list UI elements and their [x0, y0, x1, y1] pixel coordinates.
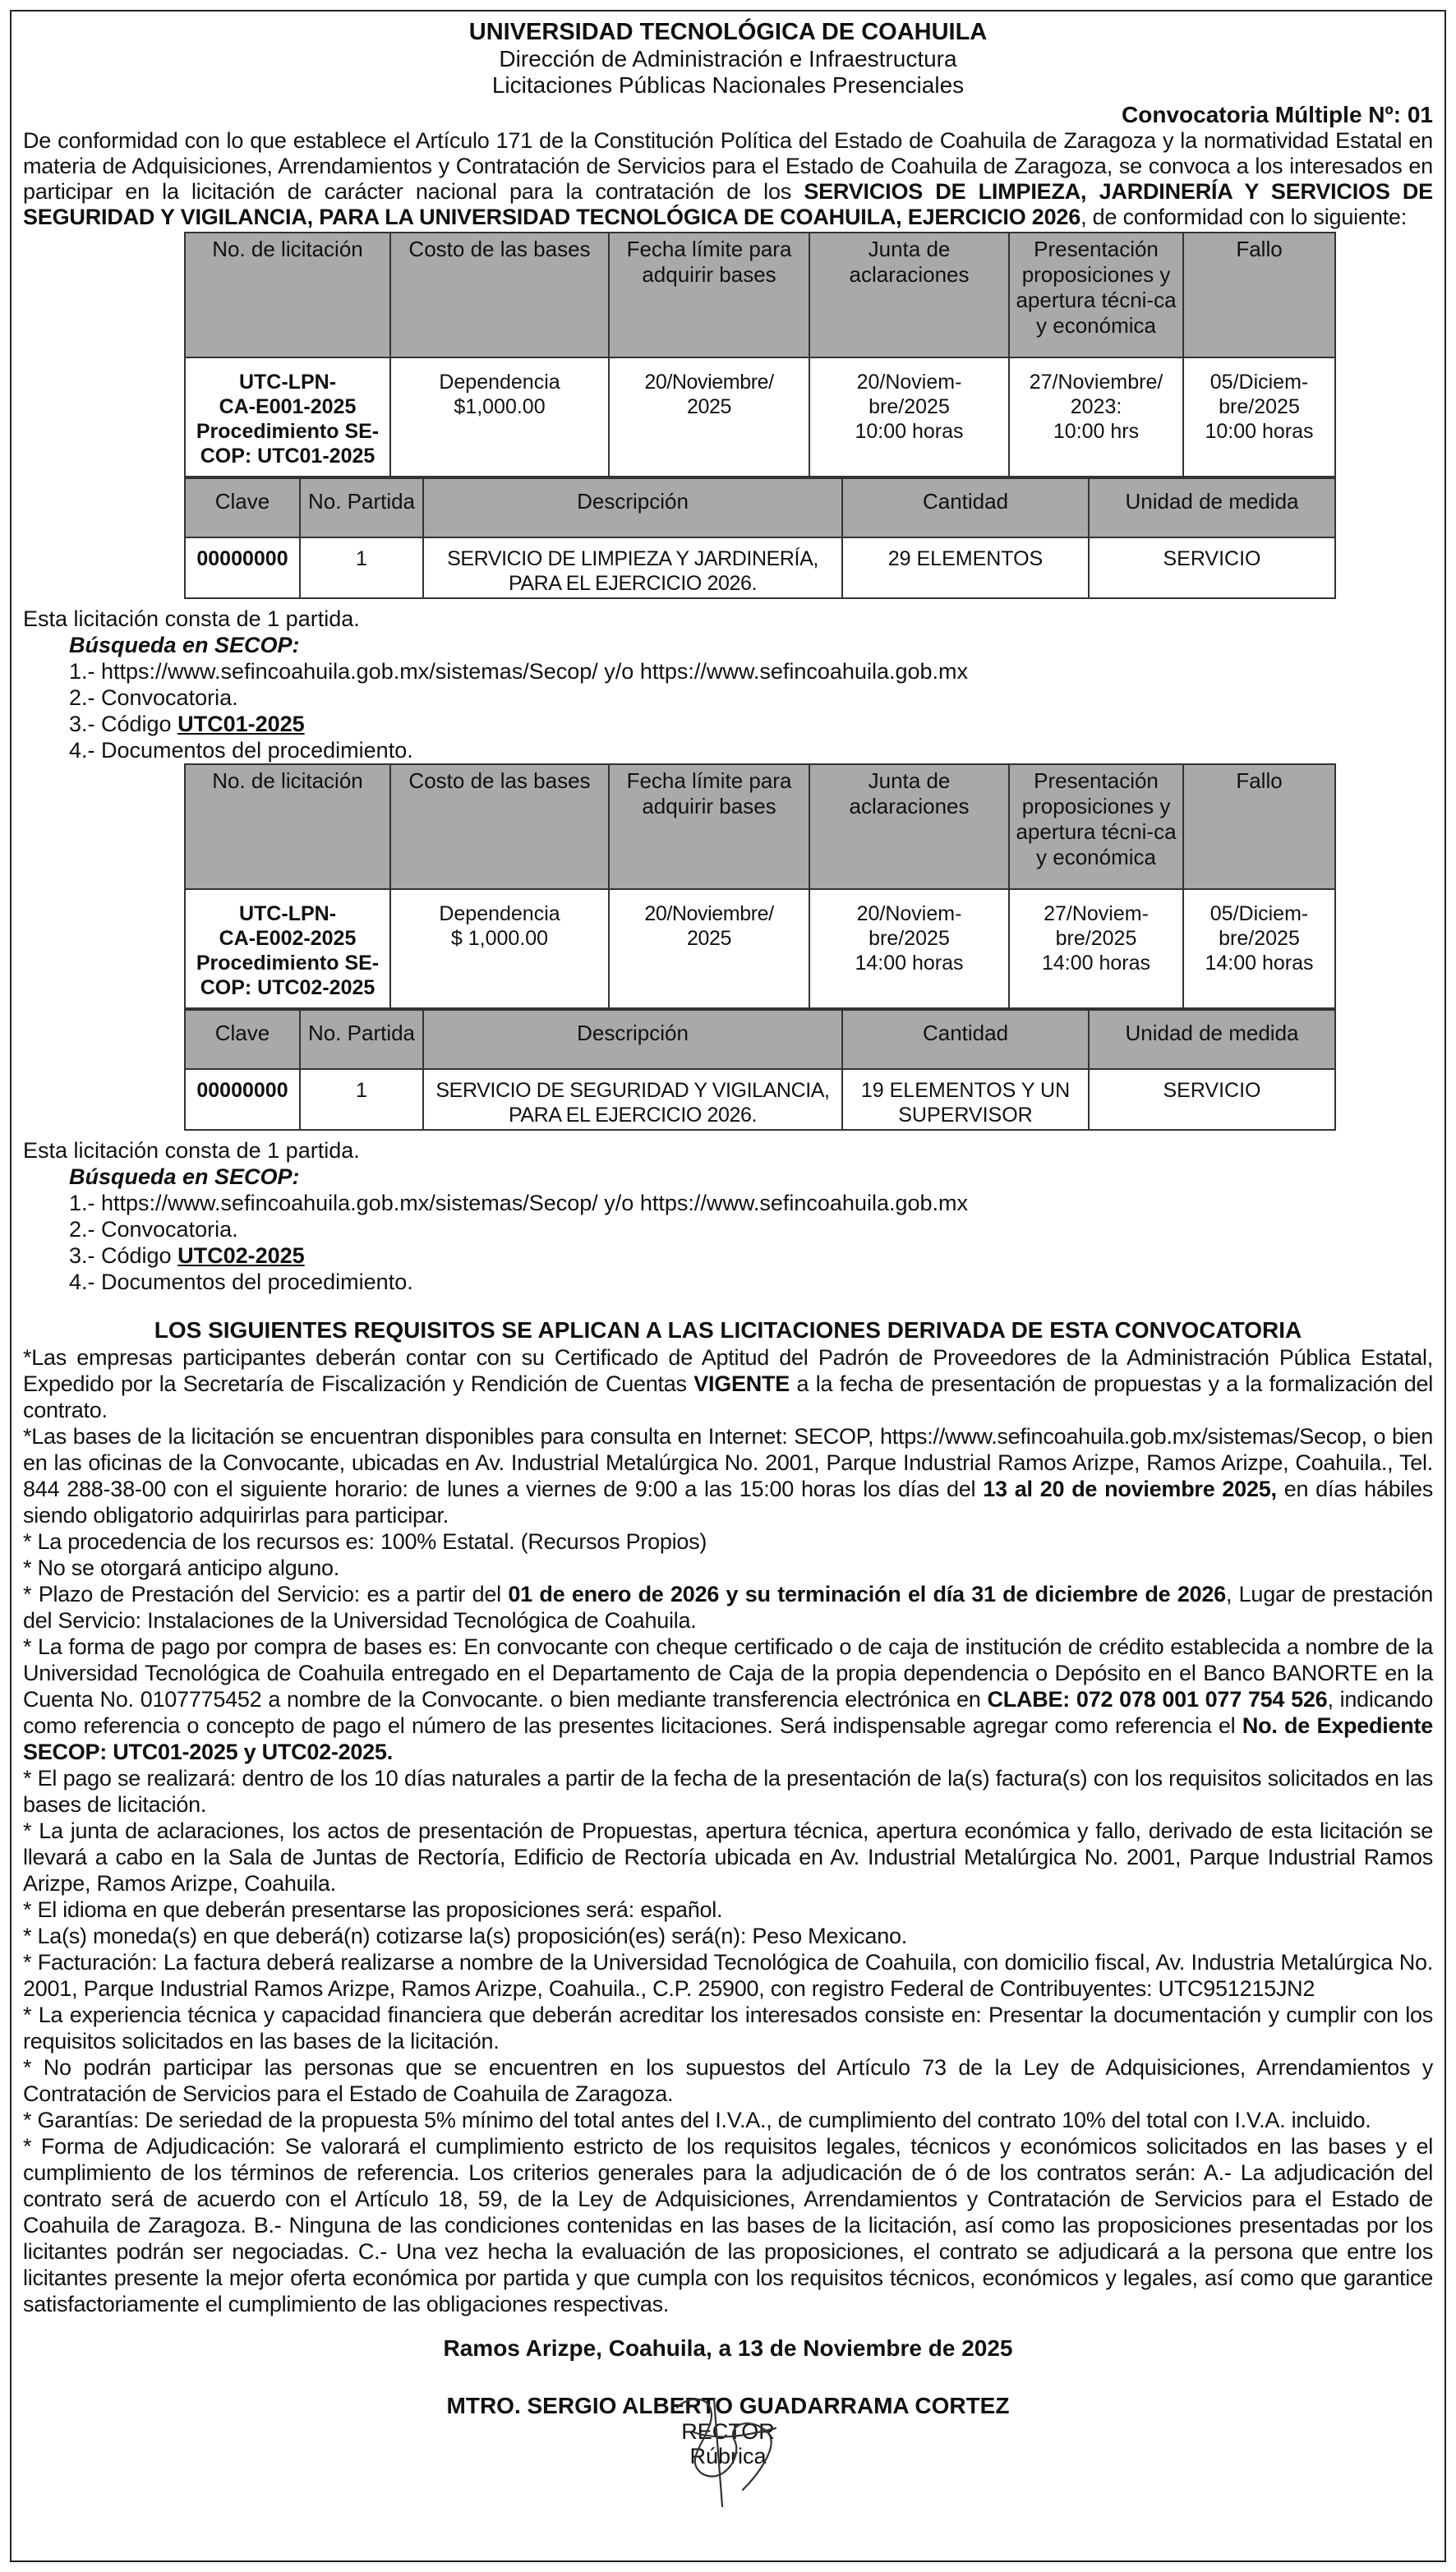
fecha-line: 2025: [686, 395, 731, 418]
cant-line: 19 ELEMENTOS Y UN: [860, 1079, 1071, 1102]
id-line: COP: UTC02-2025: [200, 976, 376, 999]
secop-search-title: Búsqueda en SECOP:: [69, 633, 300, 657]
header-cantidad: Cantidad: [842, 1010, 1089, 1069]
secop-step-1: 1.- https://www.sefincoahuila.gob.mx/sistemas/Secop/ y/o https://www.sefincoahuila.gob.mx: [69, 1191, 969, 1215]
requirements-list: [23, 1344, 1433, 2317]
step-prefix: 3.- Código: [69, 712, 178, 736]
pres-line: 27/Noviembre/: [1029, 371, 1163, 394]
junta-line: 20/Noviem-: [856, 371, 962, 394]
partida-descripcion: [423, 537, 842, 598]
header-clave: Clave: [185, 478, 300, 537]
desc-line: PARA EL EJERCICIO 2026.: [508, 572, 758, 595]
junta-line: 14:00 horas: [855, 952, 964, 975]
requirement-item: [23, 1634, 1433, 1765]
secop-step-4: 4.- Documentos del procedimiento.: [69, 1270, 413, 1294]
header-fecha-limite: Fecha límite para adquirir bases: [609, 764, 809, 889]
licitacion-id: [185, 357, 390, 477]
header-fallo: Fallo: [1183, 233, 1335, 357]
header-descripcion: Descripción: [423, 1010, 842, 1069]
intro-services-title: SERVICIOS DE LIMPIEZA, JARDINERÍA Y SERVICIOS DE SEGURIDAD Y VIGILANCIA, PARA LA UNIVERSIDAD TECNOLÓGICA DE COAHUILA, EJERCICIO 2026: [23, 179, 1433, 229]
fecha-limite: [609, 357, 809, 477]
presentacion-proposiciones: [1009, 357, 1183, 477]
pres-line: 14:00 horas: [1041, 952, 1151, 975]
signer-name: MTRO. SERGIO ALBERTO GUADARRAMA CORTEZ: [446, 2393, 1010, 2418]
cant-line: SUPERVISOR: [898, 1104, 1033, 1127]
secop-search-title: Búsqueda en SECOP:: [69, 1164, 300, 1189]
requirement-item: * No podrán participar las personas que se encuentren en los supuestos del Artículo 73 de la Ley de Adquisiciones, Arrendamientos y Contratación de Servicios para el Estado de Coahuila de Zaragoza.: [23, 2055, 1433, 2106]
partida-unidad: SERVICIO: [1089, 1069, 1335, 1130]
fallo-line: 05/Diciem-: [1209, 902, 1309, 925]
department-name: Dirección de Administración e Infraestructura: [499, 46, 957, 71]
intro-paragraph: [23, 128, 1433, 230]
rubrica-label: Rúbrica: [689, 2444, 767, 2468]
id-line: Procedimiento SE-: [196, 420, 380, 443]
secop-step-2: 2.- Convocatoria.: [69, 685, 238, 710]
id-line: Procedimiento SE-: [196, 952, 380, 975]
costo-bases: [390, 357, 609, 477]
licitacion-table-2: [184, 763, 1336, 1009]
header-junta: Junta de aclaraciones: [809, 764, 1009, 889]
document-subtitle: Licitaciones Públicas Nacionales Presenciales: [491, 72, 965, 98]
convocatoria-number: Convocatoria Múltiple Nº: 01: [1122, 102, 1433, 127]
requirement-item: [23, 1581, 1433, 1634]
desc-line: PARA EL EJERCICIO 2026.: [508, 1104, 758, 1127]
partida-cantidad: [842, 1069, 1089, 1130]
id-line: UTC-LPN-: [238, 371, 337, 394]
fecha-line: 20/Noviembre/: [644, 902, 774, 925]
id-line: UTC-LPN-: [238, 902, 337, 925]
req-text: , Lugar de prestación del Servicio: Instalaciones de la Universidad Tecnológica de Coahuila.: [23, 1582, 1433, 1633]
document-page: [10, 10, 1446, 2562]
header-no-licitacion: No. de licitación: [185, 764, 390, 889]
requirement-item: [23, 1344, 1433, 1423]
partida-unidad: SERVICIO: [1089, 537, 1335, 598]
partida-clave: 00000000: [185, 1069, 300, 1130]
costo-bases: [390, 889, 609, 1008]
req-text: *Las bases de la licitación se encuentran disponibles para consulta en Internet: SECOP, https://www.sefincoahuila.gob.mx/sistemas/Secop, o bien en las oficinas de la Convocante, ubicadas en Av. Industrial Metalúrgica No. 2001, Parque Industrial Ramos Arizpe, Ramos Arizpe, Coahuila., Tel. 844 288-38-00 con el siguiente horario: de lunes a viernes de 9:00 a las 15:00 horas los días del: [23, 1424, 1433, 1501]
partida-descripcion: [423, 1069, 842, 1130]
desc-line: SERVICIO DE SEGURIDAD Y VIGILANCIA,: [435, 1079, 830, 1102]
header-cantidad: Cantidad: [842, 478, 1089, 537]
requirement-item: * Forma de Adjudicación: Se valorará el cumplimiento estricto de los requisitos legales, técnicos y económicos solicitados en las bases y el cumplimiento de los términos de referencia. Los criterios generales para la adjudicación de ó de los contratos serán: A.- La adjudicación del contrato será de acuerdo con el Artículo 18, 59, de la Ley de Adquisiciones, Arrendamientos y Contratación de Servicios para el Estado de Coahuila de Zaragoza. B.- Ninguna de las condiciones contenidas en las bases de la licitación, así como las proposiciones presentadas por los licitantes podrán ser negociadas. C.- Una vez hecha la evaluación de las proposiciones, el contrato se adjudicará a la persona que entre los licitantes presente la mejor oferta económica por partida y que cumpla con los requisitos técnicos, económicos y legales, así como que garantice satisfactoriamente el cumplimiento de las obligaciones respectivas.: [23, 2134, 1433, 2316]
licitacion-table-1: [184, 232, 1336, 477]
fecha-line: 2025: [686, 927, 731, 950]
header-presentacion: Presentación proposiciones y apertura técni-ca y económica: [1009, 764, 1183, 889]
licitacion-2-notes: [23, 1137, 1433, 1295]
signer-role: RECTOR: [681, 2419, 775, 2444]
header-costo: Costo de las bases: [390, 764, 609, 889]
costo-line: Dependencia: [439, 371, 560, 394]
req-bold: VIGENTE: [693, 1371, 790, 1396]
requirement-item: * Facturación: La factura deberá realizarse a nombre de la Universidad Tecnológica de Coahuila, con domicilio fiscal, Av. Industria Metalúrgica No. 2001, Parque Industrial Ramos Arizpe, Ramos Arizpe, Coahuila., C.P. 25900, con registro Federal de Contribuyentes: UTC951215JN2: [23, 1950, 1433, 2001]
header-fallo: Fallo: [1183, 764, 1335, 889]
req-bold: CLABE: 072 078 001 077 754 526: [987, 1687, 1328, 1712]
handwritten-signature: [644, 2383, 809, 2514]
requirement-item: * El idioma en que deberán presentarse las proposiciones será: español.: [23, 1897, 723, 1922]
fallo-line: 05/Diciem-: [1209, 371, 1309, 394]
desc-line: SERVICIO DE LIMPIEZA Y JARDINERÍA,: [447, 547, 818, 570]
fallo-line: 10:00 horas: [1205, 420, 1314, 443]
fallo-line: bre/2025: [1219, 395, 1300, 418]
requirement-item: * La experiencia técnica y capacidad financiera que deberán acreditar los interesados consiste en: Presentar la documentación y cumplir con los requisitos solicitados en las bases de la licitación.: [23, 2003, 1433, 2053]
junta-line: bre/2025: [869, 927, 950, 950]
header-costo: Costo de las bases: [390, 233, 609, 357]
partidas-count: Esta licitación consta de 1 partida.: [23, 606, 360, 631]
cant-line: 29 ELEMENTOS: [887, 547, 1044, 570]
institution-name: UNIVERSIDAD TECNOLÓGICA DE COAHUILA: [468, 19, 988, 45]
junta-line: 20/Noviem-: [856, 902, 962, 925]
requirement-item: * El pago se realizará: dentro de los 10 días naturales a partir de la fecha de la presentación de la(s) factura(s) con los requisitos solicitados en las bases de licitación.: [23, 1766, 1433, 1817]
intro-text-1: De conformidad con lo que establece el Artículo 171 de la Constitución Política del Estado de Coahuila de Zaragoza y la normatividad Estatal en materia de Adquisiciones, Arrendamientos y Contratación de Servicios para el Estado de Coahuila de Zaragoza, se convoca a los interesados en participar en la licitación de carácter nacional para la contratación de los: [23, 128, 1433, 204]
req-text: a la fecha de presentación de propuestas y a la formalización del contrato.: [23, 1371, 1433, 1422]
fallo: [1183, 357, 1335, 477]
fallo-line: bre/2025: [1219, 927, 1300, 950]
step-prefix: 3.- Código: [69, 1243, 178, 1268]
fecha-limite: [609, 889, 809, 1008]
id-line: COP: UTC01-2025: [200, 445, 376, 468]
presentacion-proposiciones: [1009, 889, 1183, 1008]
req-text: *Las empresas participantes deberán contar con su Certificado de Aptitud del Padrón de Proveedores de la Administración Pública Estatal, Expedido por la Secretaría de Fiscalización y Rendición de Cuentas: [23, 1345, 1433, 1396]
requirement-item: * La(s) moneda(s) en que deberá(n) cotizarse la(s) proposición(es) será(n): Peso Mexicano.: [23, 1924, 907, 1948]
licitacion-1-notes: [23, 606, 1433, 763]
pres-line: 10:00 hrs: [1053, 420, 1140, 443]
secop-step-4: 4.- Documentos del procedimiento.: [69, 738, 413, 763]
partidas-count: Esta licitación consta de 1 partida.: [23, 1138, 360, 1163]
secop-step-1: 1.- https://www.sefincoahuila.gob.mx/sistemas/Secop/ y/o https://www.sefincoahuila.gob.mx: [69, 659, 969, 684]
partida-cantidad: [842, 537, 1089, 598]
document-header: [23, 18, 1433, 99]
id-line: CA-E002-2025: [219, 927, 357, 950]
junta-aclaraciones: [809, 357, 1009, 477]
pres-line: 27/Noviem-: [1044, 902, 1149, 925]
header-clave: Clave: [185, 1010, 300, 1069]
requirement-item: * No se otorgará anticipo alguno.: [23, 1556, 340, 1580]
secop-step-3: [23, 1242, 1433, 1269]
partida-table-2: [184, 1009, 1336, 1131]
req-bold: No. de Expediente SECOP: UTC01-2025 y UTC02-2025.: [23, 1713, 1433, 1764]
header-fecha-limite: Fecha límite para adquirir bases: [609, 233, 809, 357]
requirement-item: * La junta de aclaraciones, los actos de presentación de Propuestas, apertura técnica, apertura económica y fallo, derivado de esta licitación se llevará a cabo en la Sala de Juntas de Rectoría, Edificio de Rectoría ubicada en Av. Industrial Metalúrgica No. 2001, Parque Industrial Ramos Arizpe, Ramos Arizpe, Coahuila.: [23, 1818, 1433, 1896]
costo-line: Dependencia: [439, 902, 560, 925]
junta-aclaraciones: [809, 889, 1009, 1008]
secop-step-2: 2.- Convocatoria.: [69, 1217, 238, 1242]
header-unidad: Unidad de medida: [1089, 1010, 1335, 1069]
partida-numero: 1: [300, 537, 423, 598]
licitacion-id: [185, 889, 390, 1008]
fallo: [1183, 889, 1335, 1008]
header-presentacion: Presentación proposiciones y apertura técni-ca y económica: [1009, 233, 1183, 357]
place-date: Ramos Arizpe, Coahuila, a 13 de Noviembre de 2025: [443, 2335, 1013, 2361]
junta-line: 10:00 horas: [855, 420, 964, 443]
header-no-licitacion: No. de licitación: [185, 233, 390, 357]
header-unidad: Unidad de medida: [1089, 478, 1335, 537]
header-descripcion: Descripción: [423, 478, 842, 537]
fallo-line: 14:00 horas: [1205, 952, 1314, 975]
costo-line: $1,000.00: [454, 395, 546, 418]
req-text: en días hábiles siendo obligatorio adquirirlas para participar.: [23, 1477, 1433, 1528]
requirement-item: * La procedencia de los recursos es: 100% Estatal. (Recursos Propios): [23, 1529, 707, 1554]
pres-line: bre/2025: [1055, 927, 1137, 950]
secop-step-3: [23, 711, 1433, 737]
req-text: , indicando como referencia o concepto de pago el número de las presentes licitaciones. Será indispensable agregar como referencia el: [23, 1687, 1433, 1738]
req-text: * La forma de pago por compra de bases es: En convocante con cheque certificado o de caja de institución de crédito establecida a nombre de la Universidad Tecnológica de Coahuila entregado en el Departamento de Caja de la propia dependencia o Depósito en el Banco BANORTE en la Cuenta No. 0107775452 a nombre de la Convocante. o bien mediante transferencia electrónica en: [23, 1634, 1433, 1712]
fecha-line: 20/Noviembre/: [644, 371, 774, 394]
secop-code: UTC02-2025: [177, 1243, 305, 1268]
header-no-partida: No. Partida: [300, 478, 423, 537]
requirement-item: * Garantías: De seriedad de la propuesta 5% mínimo del total antes del I.V.A., de cumplimiento del contrato 10% del total con I.V.A. incluido.: [23, 2108, 1371, 2132]
pres-line: 2023:: [1070, 395, 1122, 418]
header-no-partida: No. Partida: [300, 1010, 423, 1069]
secop-code: UTC01-2025: [177, 712, 305, 736]
req-bold: 01 de enero de 2026 y su terminación el día 31 de diciembre de 2026: [508, 1582, 1226, 1606]
id-line: CA-E001-2025: [219, 395, 357, 418]
costo-line: $ 1,000.00: [450, 927, 549, 950]
req-bold: 13 al 20 de noviembre 2025,: [983, 1477, 1277, 1501]
header-junta: Junta de aclaraciones: [809, 233, 1009, 357]
req-text: * Plazo de Prestación del Servicio: es a partir del: [23, 1582, 509, 1606]
requirements-title: LOS SIGUIENTES REQUISITOS SE APLICAN A LAS LICITACIONES DERIVADA DE ESTA CONVOCATORIA: [154, 1317, 1302, 1343]
intro-text-2: , de conformidad con lo siguiente:: [1080, 205, 1408, 229]
partida-table-1: [184, 477, 1336, 599]
junta-line: bre/2025: [869, 395, 950, 418]
requirement-item: [23, 1423, 1433, 1528]
partida-numero: 1: [300, 1069, 423, 1130]
partida-clave: 00000000: [185, 537, 300, 598]
